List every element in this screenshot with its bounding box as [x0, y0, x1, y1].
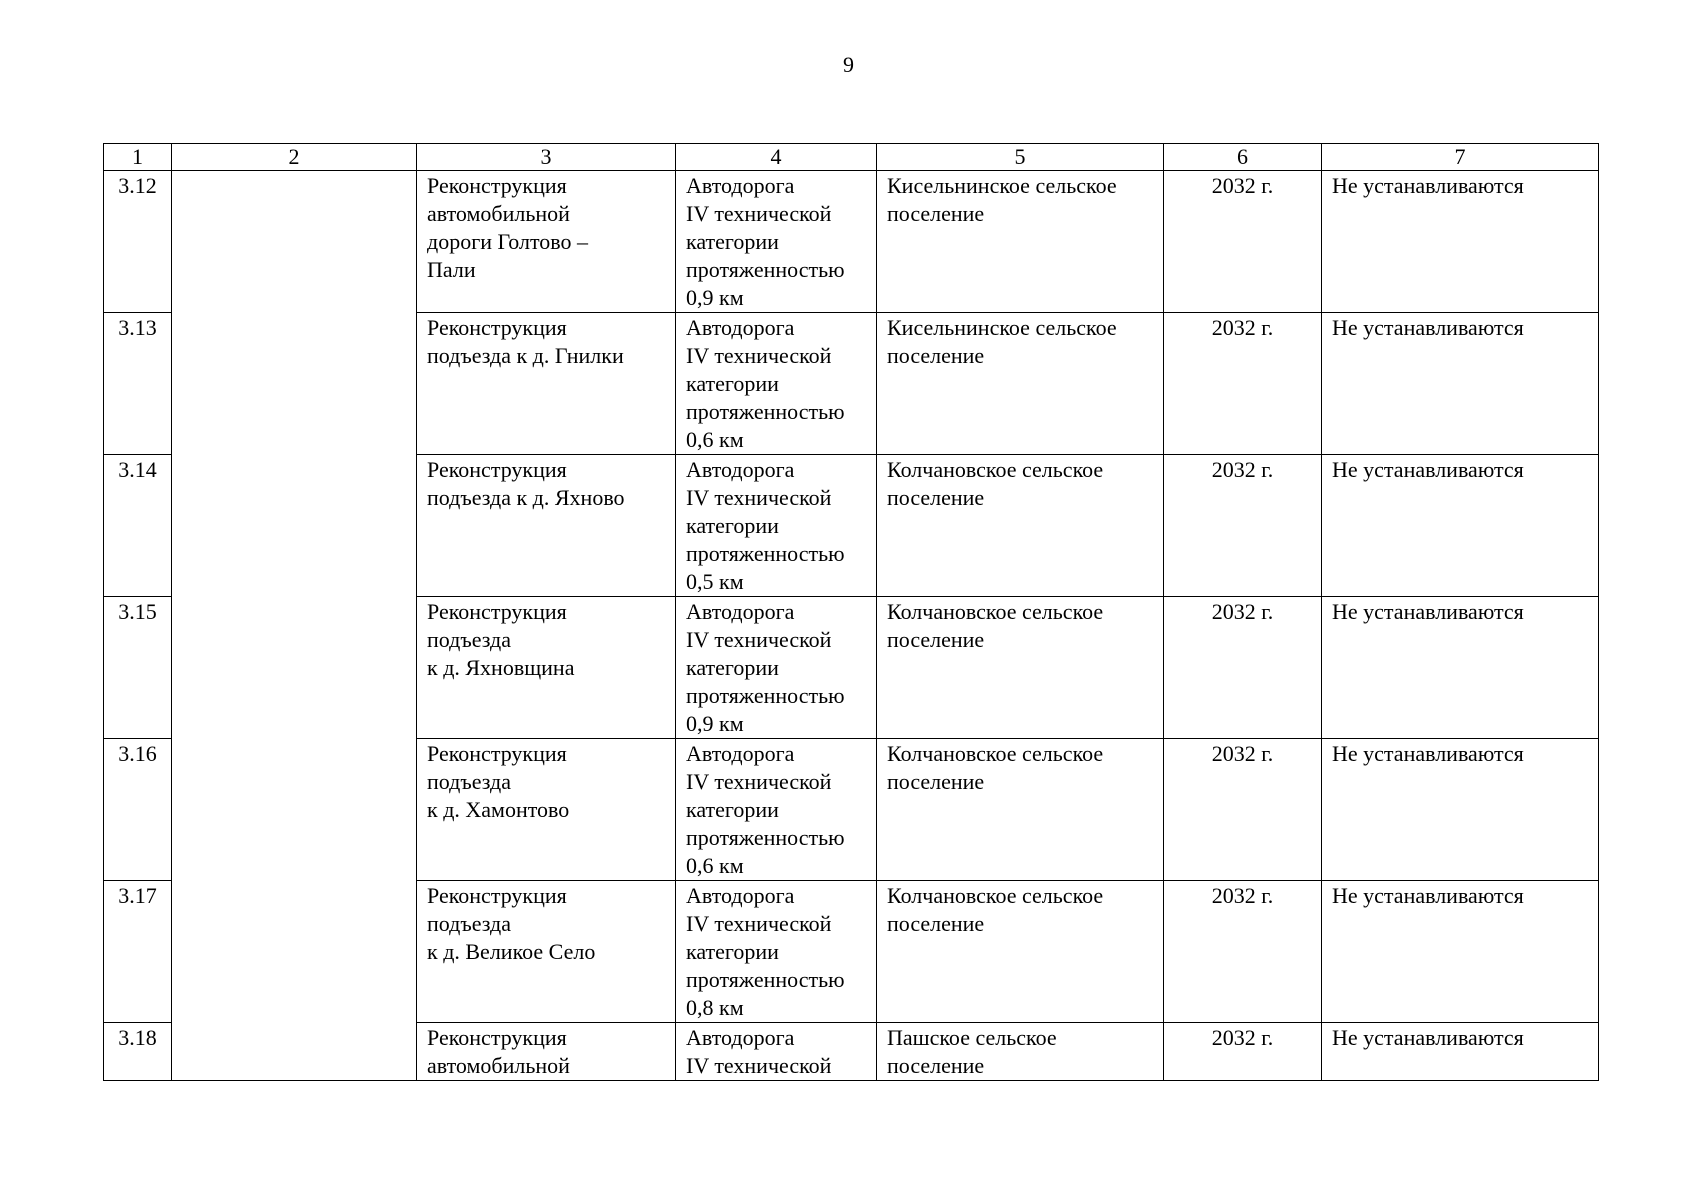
year-cell: 2032 г. [1164, 881, 1322, 1023]
object-name-cell: Реконструкция подъезда к д. Яхново [417, 455, 676, 597]
zones-cell: Не устанавливаются [1322, 313, 1599, 455]
table-header-row [104, 144, 1599, 171]
projects-table [103, 143, 1599, 1081]
row-number: 3.17 [104, 881, 172, 1023]
column-header: 2 [172, 144, 417, 171]
column-header: 7 [1322, 144, 1599, 171]
location-cell: Колчановское сельское поселение [877, 739, 1164, 881]
description-cell: Автодорога IV технической категории протяженностью 0,9 км [676, 171, 877, 313]
object-name-cell: Реконструкция подъезда к д. Великое Село [417, 881, 676, 1023]
column-header: 1 [104, 144, 172, 171]
zones-cell: Не устанавливаются [1322, 455, 1599, 597]
column-header: 4 [676, 144, 877, 171]
column-header: 5 [877, 144, 1164, 171]
row-number: 3.15 [104, 597, 172, 739]
location-cell: Кисельнинское сельское поселение [877, 171, 1164, 313]
description-cell: Автодорога IV технической категории протяженностью 0,9 км [676, 597, 877, 739]
object-name-cell: Реконструкция подъезда к д. Хамонтово [417, 739, 676, 881]
location-cell: Колчановское сельское поселение [877, 881, 1164, 1023]
table-row [104, 171, 1599, 313]
description-cell: Автодорога IV технической категории протяженностью 0,6 км [676, 313, 877, 455]
zones-cell: Не устанавливаются [1322, 597, 1599, 739]
object-name-cell: Реконструкция подъезда к д. Яхновщина [417, 597, 676, 739]
zones-cell: Не устанавливаются [1322, 1023, 1599, 1081]
object-name-cell: Реконструкция автомобильной [417, 1023, 676, 1081]
row-number: 3.16 [104, 739, 172, 881]
description-cell: Автодорога IV технической категории протяженностью 0,8 км [676, 881, 877, 1023]
year-cell: 2032 г. [1164, 313, 1322, 455]
description-cell: Автодорога IV технической [676, 1023, 877, 1081]
page-number: 9 [843, 52, 854, 77]
object-name-cell: Реконструкция автомобильной дороги Голтово – Пали [417, 171, 676, 313]
row-number: 3.18 [104, 1023, 172, 1081]
row-number: 3.13 [104, 313, 172, 455]
year-cell: 2032 г. [1164, 455, 1322, 597]
column-header: 3 [417, 144, 676, 171]
year-cell: 2032 г. [1164, 1023, 1322, 1081]
row-number: 3.12 [104, 171, 172, 313]
column-header: 6 [1164, 144, 1322, 171]
object-name-cell: Реконструкция подъезда к д. Гнилки [417, 313, 676, 455]
zones-cell: Не устанавливаются [1322, 881, 1599, 1023]
year-cell: 2032 г. [1164, 171, 1322, 313]
merged-empty-cell [172, 171, 417, 1081]
year-cell: 2032 г. [1164, 597, 1322, 739]
row-number: 3.14 [104, 455, 172, 597]
location-cell: Колчановское сельское поселение [877, 597, 1164, 739]
zones-cell: Не устанавливаются [1322, 171, 1599, 313]
description-cell: Автодорога IV технической категории протяженностью 0,6 км [676, 739, 877, 881]
year-cell: 2032 г. [1164, 739, 1322, 881]
description-cell: Автодорога IV технической категории протяженностью 0,5 км [676, 455, 877, 597]
zones-cell: Не устанавливаются [1322, 739, 1599, 881]
location-cell: Колчановское сельское поселение [877, 455, 1164, 597]
location-cell: Кисельнинское сельское поселение [877, 313, 1164, 455]
location-cell: Пашское сельское поселение [877, 1023, 1164, 1081]
